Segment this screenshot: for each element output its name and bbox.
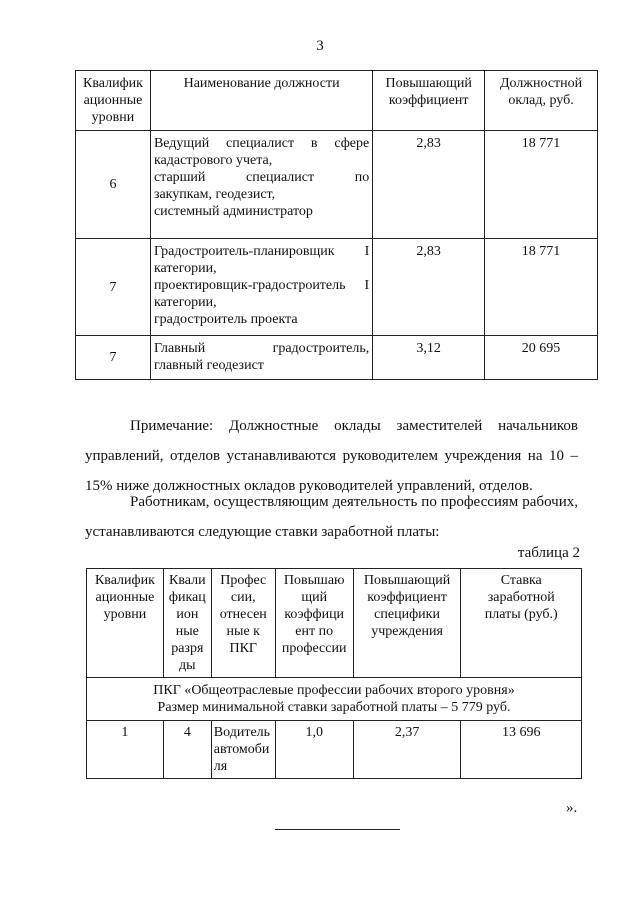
qualification-level-cell: 7 — [76, 239, 151, 336]
header-text-line: уровни — [91, 110, 135, 125]
table-1-header-cell — [485, 71, 598, 131]
header-text-line: Повышающий — [385, 76, 472, 91]
workers-paragraph — [85, 487, 578, 547]
table-2-header-row — [87, 569, 582, 678]
profession-cell — [211, 721, 275, 779]
group-title-cell — [87, 678, 582, 721]
table-2-header-cell — [211, 569, 275, 678]
rate-cell: 13 696 — [461, 721, 582, 779]
header-text-line: ные — [175, 624, 199, 639]
coefficient-cell: 3,12 — [373, 336, 485, 380]
header-text-line: Квали — [169, 573, 206, 588]
position-name-line: Ведущий специалист в сфере — [153, 136, 370, 151]
position-name-line: Главный градостроитель, — [153, 341, 370, 356]
header-text-line: ационные — [83, 93, 143, 108]
table-1-header-cell — [150, 71, 372, 131]
profession-line: ля — [213, 759, 228, 774]
salary-table-1 — [75, 70, 598, 380]
salary-cell: 18 771 — [485, 131, 598, 239]
qualification-level-cell: 7 — [76, 336, 151, 380]
position-name-line: кадастрового учета, — [153, 153, 273, 168]
table-1-header-cell — [373, 71, 485, 131]
header-text-line: коэффициент — [367, 590, 447, 605]
table-1-row — [76, 131, 598, 239]
table-1-header-row — [76, 71, 598, 131]
group-min-rate: Размер минимальной ставки заработной платы – 5 779 руб. — [157, 700, 511, 715]
header-text-line: ПКГ — [229, 641, 258, 656]
note-line: управлений, отделов устанавливаются руководителем учреждения на 10 – — [85, 448, 578, 464]
position-name-line: проектировщик-градостроитель I — [153, 278, 370, 293]
position-name-line: старший специалист по — [153, 170, 370, 185]
header-text-line: Повышаю — [283, 573, 345, 588]
table-1-row — [76, 336, 598, 380]
salary-table-2 — [86, 568, 582, 779]
table-2-header-cell — [275, 569, 353, 678]
header-text-line: заработной — [487, 590, 555, 605]
salary-table-2-body — [87, 569, 582, 779]
closing-quote: ». — [566, 800, 578, 816]
workers-line: устанавливаются следующие ставки заработной платы: — [85, 524, 440, 540]
header-text-line: учреждения — [371, 624, 443, 639]
header-text-line: коэффициент — [388, 93, 469, 108]
header-text-line: Профес — [220, 573, 267, 588]
profession-line: Водитель — [213, 725, 271, 740]
coefficient-cell: 2,83 — [373, 131, 485, 239]
position-name-line: главный геодезист — [153, 358, 264, 373]
header-text-line: ные к — [226, 624, 260, 639]
position-name-cell — [150, 131, 372, 239]
position-name-line: Градостроитель-планировщик I — [153, 244, 370, 259]
table-2-header-cell — [163, 569, 211, 678]
header-text-line: Ставка — [500, 573, 542, 588]
table-1-header-cell — [76, 71, 151, 131]
salary-cell: 20 695 — [485, 336, 598, 380]
salary-table-1-body — [76, 71, 598, 380]
table-2-header-cell — [87, 569, 164, 678]
note-line: 15% ниже должностных окладов руководителей управлений, отделов. — [85, 478, 533, 494]
header-text-line: оклад, руб. — [508, 93, 574, 108]
group-title: ПКГ «Общеотраслевые профессии рабочих второго уровня» — [153, 683, 515, 698]
header-text-line: разря — [171, 641, 204, 656]
profession-line: автомоби — [213, 742, 270, 757]
header-text-line: платы (руб.) — [484, 607, 558, 622]
position-name-line: закупкам, геодезист, — [153, 187, 276, 202]
header-text-line: Должностной — [499, 76, 583, 91]
coefficient-cell: 2,83 — [373, 239, 485, 336]
header-text-line: коэффици — [284, 607, 345, 622]
table-2-row — [87, 721, 582, 779]
qualification-level-cell: 1 — [87, 721, 164, 779]
header-text-line: Квалифик — [94, 573, 155, 588]
header-text-line: специфики — [374, 607, 440, 622]
header-text-line: щий — [301, 590, 328, 605]
table-2-header-cell — [461, 569, 582, 678]
table-2-group-row — [87, 678, 582, 721]
table-2-header-cell — [353, 569, 461, 678]
table-2-label: таблица 2 — [517, 545, 580, 561]
position-name-line: градостроитель проекта — [153, 312, 298, 327]
separator-line — [275, 829, 400, 830]
profession-coefficient-cell: 1,0 — [275, 721, 353, 779]
position-name-cell — [150, 336, 372, 380]
header-text-line: Наименование должности — [183, 76, 340, 91]
grade-cell: 4 — [163, 721, 211, 779]
header-text-line: фикац — [168, 590, 206, 605]
header-text-line: сии, — [230, 590, 256, 605]
position-name-line: категории, — [153, 295, 217, 310]
table-1-row — [76, 239, 598, 336]
salary-cell: 18 771 — [485, 239, 598, 336]
header-text-line: профессии — [281, 641, 347, 656]
header-text-line: уровни — [103, 607, 147, 622]
page-number: 3 — [316, 38, 324, 54]
note-line: Примечание: Должностные оклады заместителей начальников — [130, 418, 578, 434]
workers-line: Работникам, осуществляющим деятельность по профессиям рабочих, — [130, 494, 578, 510]
qualification-level-cell: 6 — [76, 131, 151, 239]
position-name-line: системный администратор — [153, 204, 313, 219]
header-text-line: Квалифик — [82, 76, 143, 91]
header-text-line: ды — [179, 658, 196, 673]
position-name-cell — [150, 239, 372, 336]
position-name-line: категории, — [153, 261, 217, 276]
header-text-line: ент по — [295, 624, 334, 639]
institution-coefficient-cell: 2,37 — [353, 721, 461, 779]
header-text-line: ион — [176, 607, 199, 622]
header-text-line: ационные — [95, 590, 155, 605]
header-text-line: отнесен — [219, 607, 267, 622]
header-text-line: Повышающий — [363, 573, 451, 588]
